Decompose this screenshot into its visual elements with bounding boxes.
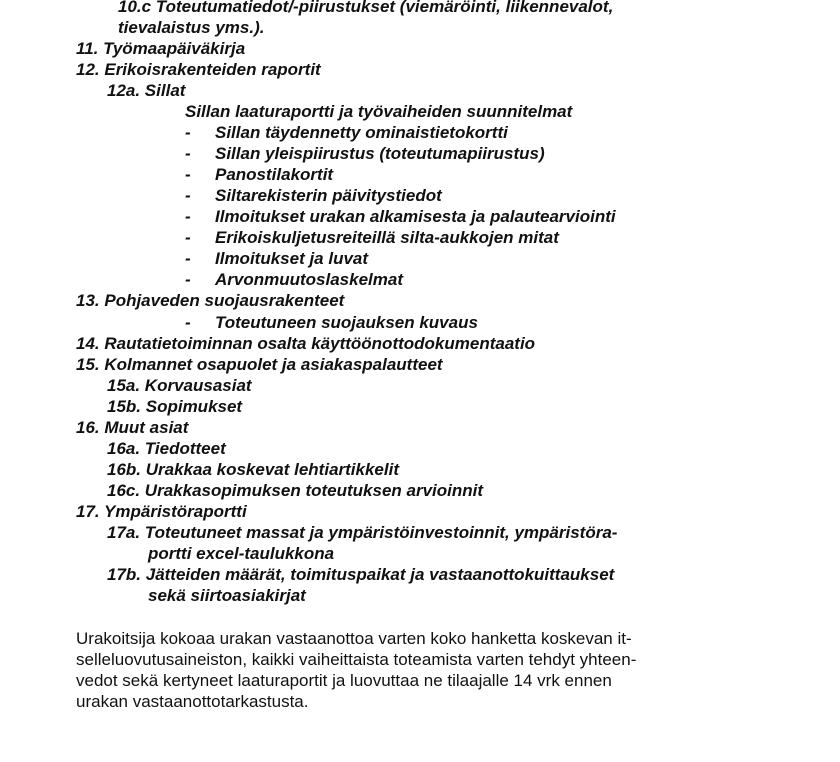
list-item-16c: 16c. Urakkasopimuksen toteutuksen arvioinnit <box>107 481 484 500</box>
bullet-item: Sillan yleispiirustus (toteutumapiirustus) <box>215 144 545 163</box>
paragraph-line: urakan vastaanottotarkastusta. <box>76 692 309 711</box>
bridge-subheading: Sillan laaturaportti ja työvaiheiden suunnitelmat <box>185 102 573 121</box>
paragraph-line: vedot sekä kertyneet laaturaportit ja luovuttaa ne tilaajalle 14 vrk ennen <box>76 671 612 690</box>
list-item-16: 16. Muut asiat <box>76 418 189 437</box>
list-item-16b: 16b. Urakkaa koskevat lehtiartikkelit <box>107 460 399 479</box>
bullet-item: Panostilakortit <box>215 165 334 184</box>
list-item-12a: 12a. Sillat <box>107 81 186 100</box>
bullet-dash: - <box>185 270 191 289</box>
bullet-dash: - <box>185 165 191 184</box>
list-item-17b: 17b. Jätteiden määrät, toimituspaikat ja vastaanottokuittaukset <box>107 565 615 584</box>
list-item-15a: 15a. Korvausasiat <box>107 376 252 395</box>
list-item-15b: 15b. Sopimukset <box>107 397 243 416</box>
list-item-10c-cont: tievalaistus yms.). <box>118 18 265 37</box>
list-item-17b-cont: sekä siirtoasiakirjat <box>148 586 306 605</box>
list-item-10c: 10.c Toteutumatiedot/-piirustukset (viemäröinti, liikennevalot, <box>118 0 614 16</box>
list-item-15: 15. Kolmannet osapuolet ja asiakaspalautteet <box>76 355 443 374</box>
bullet-item: Toteutuneen suojauksen kuvaus <box>215 313 478 332</box>
bullet-dash: - <box>185 186 191 205</box>
list-item-17a-cont: portti excel-taulukkona <box>148 544 335 563</box>
list-item-14: 14. Rautatietoiminnan osalta käyttöönottodokumentaatio <box>76 334 536 353</box>
bullet-item: Ilmoitukset ja luvat <box>215 249 369 268</box>
bullet-item: Ilmoitukset urakan alkamisesta ja palautearviointi <box>215 207 616 226</box>
bullet-dash: - <box>185 249 191 268</box>
list-item-17: 17. Ympäristöraportti <box>76 502 247 521</box>
paragraph-line: Urakoitsija kokoaa urakan vastaanottoa varten koko hanketta koskevan it- <box>76 629 632 648</box>
list-item-13: 13. Pohjaveden suojausrakenteet <box>76 291 345 310</box>
list-item-17a: 17a. Toteutuneet massat ja ympäristöinvestoinnit, ympäristöra- <box>107 523 618 542</box>
list-item-16a: 16a. Tiedotteet <box>107 439 226 458</box>
bullet-dash: - <box>185 207 191 226</box>
bullet-item: Erikoiskuljetusreiteillä silta-aukkojen mitat <box>215 228 559 247</box>
bullet-dash: - <box>185 313 191 332</box>
bullet-item: Sillan täydennetty ominaistietokortti <box>215 123 508 142</box>
closing-paragraph <box>76 628 636 712</box>
bullet-dash: - <box>185 228 191 247</box>
list-item-11: 11. Työmaapäiväkirja <box>76 39 246 58</box>
bullet-dash: - <box>185 123 191 142</box>
bullet-dash: - <box>185 144 191 163</box>
paragraph-line: selleluovutusaineiston, kaikki vaiheittaista toteamista varten tehdyt yhteen- <box>76 650 637 669</box>
bullet-item: Siltarekisterin päivitystiedot <box>215 186 442 205</box>
bullet-item: Arvonmuutoslaskelmat <box>215 270 403 289</box>
list-item-12: 12. Erikoisrakenteiden raportit <box>76 60 321 79</box>
